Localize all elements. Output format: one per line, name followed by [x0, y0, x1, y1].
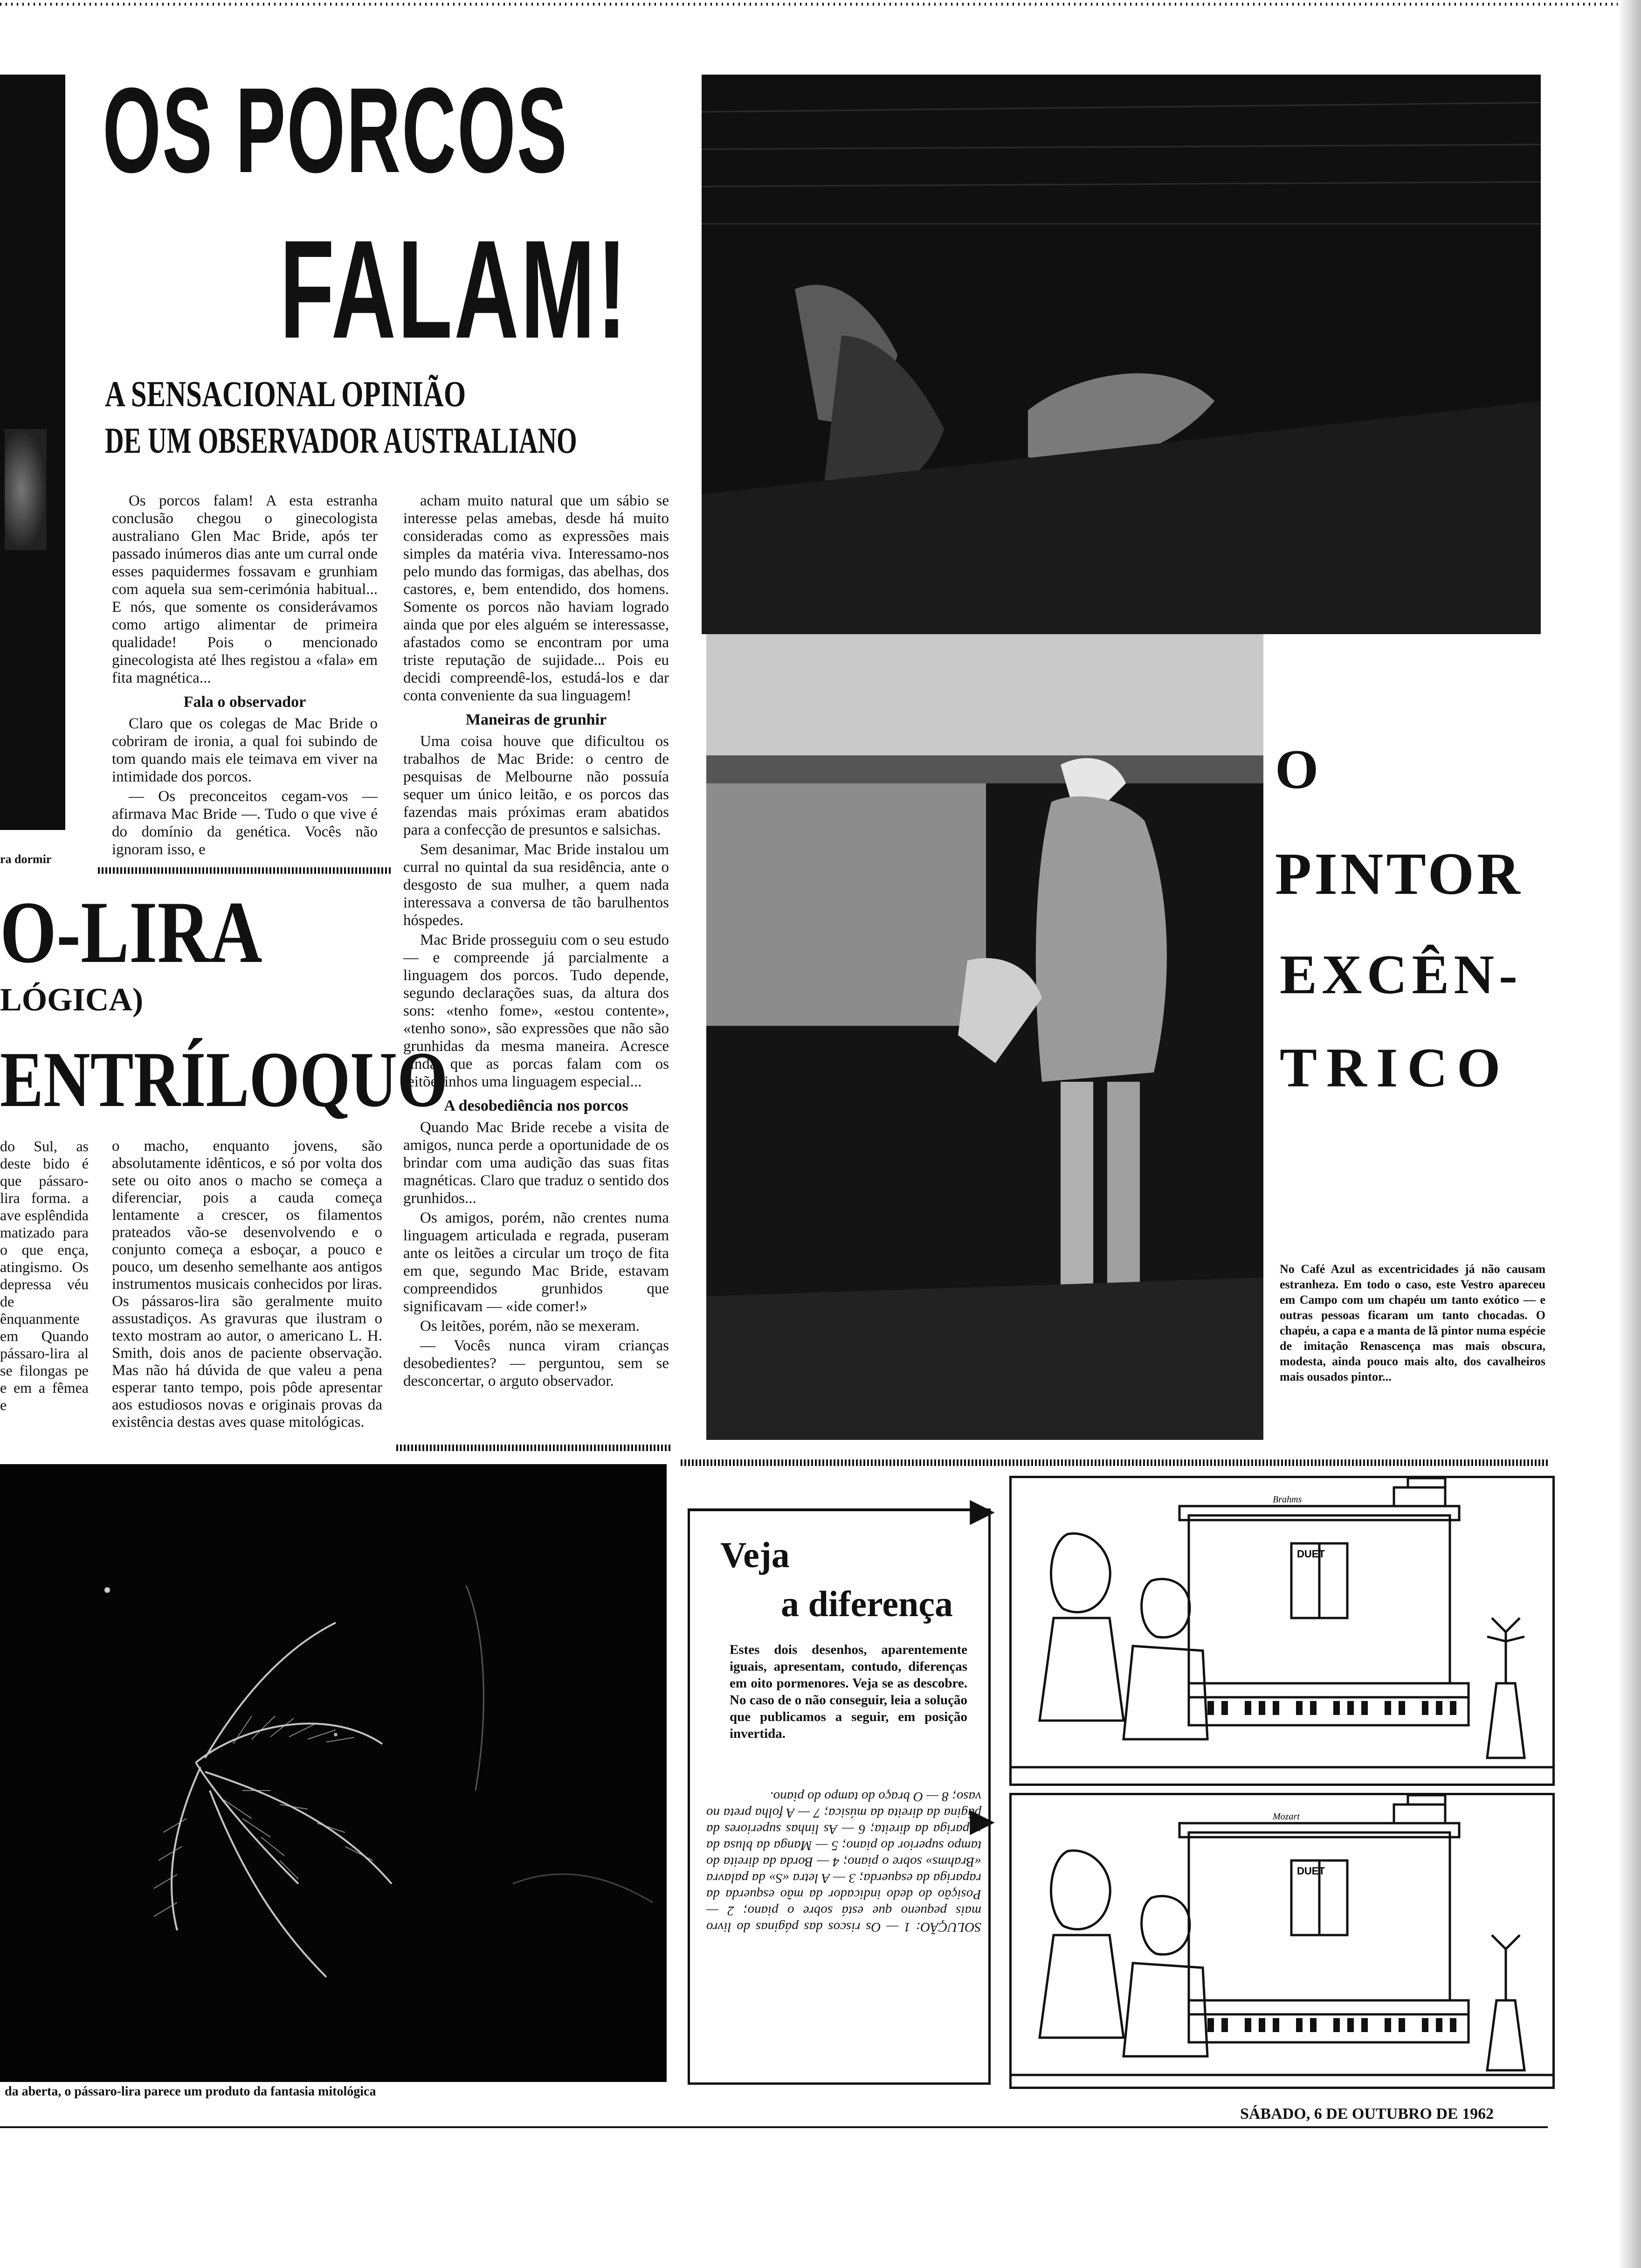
pigs-title-line2: FALAM!: [280, 211, 629, 367]
book-label: Mozart: [1273, 1812, 1300, 1822]
piano-drawing-1: [1012, 1478, 1552, 1784]
arrow-right-icon: ▶: [970, 1493, 995, 1528]
puzzle-title-line1: Veja: [720, 1535, 790, 1575]
lyrebird-photo-caption: da aberta, o pássaro-lira parece um produto da fantasia mitológica: [5, 2084, 376, 2099]
duet-label: DUET: [1297, 1548, 1325, 1560]
pigs-col2-paragraph: acham muito natural que um sábio se interesse pelas amebas, desde há muito consideradas como as expressões mais simples da matéria viva. Interessamo-nos pelo mundo das formigas, das abelhas, dos castores, e, bem entendido, dos homens. Somente os porcos não haviam logrado ainda que por eles alguém se interessasse, afastados como se encontram por uma triste reputação de sujidade... Pois eu decidi compreendê-los, estudá-los e dar conta conveniente da sua linguagem!: [403, 492, 669, 704]
pigs-col2-subheading: A desobediência nos porcos: [444, 1097, 628, 1114]
lyrebird-column-1: do Sul, as deste bido é que pássaro-lira forma. a ave esplêndida matizado para o que ença, atingismo. Os depressa véu de ênquanmente em Quando pássaro-lira al se filongas pe e em a fêmea e: [0, 1138, 89, 1413]
pigs-top-photo-art: [702, 75, 1541, 634]
book-label: Brahms: [1273, 1494, 1302, 1505]
pigs-column-2: [403, 492, 669, 1392]
puzzle-solution: SOLUÇÃO: 1 — Os riscos das páginas do livro mais pequeno que está sobre o piano; 2 — Posição do dedo indicador da mão esquerda da rapariga da esquerda; 3 — A letra «S» da palavra «Brahms» sobre o piano; 4 — Borda da direita do tampo superior do piano; 5 — Manga da blusa da rapariga da direita; 6 — As linhas superiores da página da direita da música; 7 — A folha preta no vaso; 8 — O braço do tampo do piano.: [706, 1789, 981, 1935]
duet-label: DUET: [1297, 1865, 1325, 1877]
painter-title-word2: PINTOR: [1275, 841, 1523, 907]
arrow-right-icon: ▶: [970, 1803, 995, 1839]
painter-title-word3: EXCÊN-: [1280, 943, 1523, 1005]
puzzle-drawing-2: [1009, 1793, 1555, 2089]
footer-date: SÁBADO, 6 DE OUTUBRO DE 1962: [1240, 2105, 1494, 2123]
section-divider: [98, 867, 392, 874]
painter-photo: [706, 634, 1263, 1440]
puzzle-drawing-1: [1009, 1476, 1555, 1786]
painter-title-word4: TRICO: [1280, 1037, 1510, 1099]
pigs-col2-paragraph: Quando Mac Bride recebe a visita de amigos, nunca perde a oportunidade de os brindar com uma audição das suas fitas magnéticas. Claro que traduz o sentido dos grunhidos...: [403, 1119, 669, 1207]
pigs-col2-paragraph: Os amigos, porém, não crentes numa linguagem articulada e regrada, puseram ante os leitões a circular um troço de fita em que, segundo Mac Bride, estavam compreendidos grunhidos que significavam — «ide comer!»: [403, 1210, 669, 1315]
pigs-col2-paragraph: Mac Bride prosseguiu com o seu estudo — e compreende já parcialmente a linguagem dos porcos. Tudo depende, segundo declarações suas, da altura dos sons: «tenho fome», «estou contente», «tenho sono», são expressões que não são grunhidas da mesma maneira. Acresce ainda que as porcas falam com os leitõezinhos uma linguagem especial...: [403, 932, 669, 1090]
pigs-col1-paragraph: Os porcos falam! A esta estranha conclusão chegou o ginecologista australiano Glen Mac Bride, após ter passado inúmeros dias ante um curral onde esses paquidermes fossavam e grunhiam com aquela sua sem-cerimónia habitual... E nós, que somente os considerávamos como artigo alimentar de primeira qualidade! Pois o mencionado ginecologista até lhes registou a «fala» em fita magnética...: [112, 492, 378, 686]
pigs-col1-subheading: Fala o observador: [183, 693, 306, 711]
pigs-col1-paragraph: Claro que os colegas de Mac Bride o cobriram de ironia, a qual foi subindo de tom quando mais ele teimava em viver na intimidade dos porcos.: [112, 715, 378, 785]
section-divider: [396, 1445, 671, 1451]
left-photo-strip: [0, 75, 65, 830]
puzzle-title-line2: a diferença: [781, 1583, 953, 1624]
lyrebird-title-line1: O-LIRA: [0, 884, 262, 982]
lyrebird-photo-art: [0, 1464, 667, 2082]
top-edge-noise: [0, 3, 1641, 6]
pigs-subtitle-line1: A SENSACIONAL OPINIÃO: [105, 373, 466, 414]
lyrebird-title-line3: ENTRÍLOQUO: [0, 1036, 448, 1123]
puzzle-description: Estes dois desenhos, aparentemente iguais, apresentam, contudo, diferenças em oito pormenores. Veja se as descobre. No caso de o não conseguir, leia a solução que publicamos a seguir, em posição invertida.: [730, 1642, 967, 1741]
pigs-col2-paragraph: Uma coisa houve que dificultou os trabalhos de Mac Bride: o centro de pesquisas de Melbourne não possuía sequer um único leitão, e os porcos das fazendas mais próximas eram abatidos para a confecção de presuntos e salsichas.: [403, 733, 669, 838]
lyrebird-photo: [0, 1464, 667, 2082]
lyrebird-title-line2: LÓGICA): [0, 982, 144, 1018]
piano-drawing-2: [1012, 1795, 1552, 2087]
pigs-col2-subheading: Maneiras de grunhir: [465, 711, 607, 728]
pigs-column-1: [112, 492, 378, 860]
pigs-col2-paragraph: Os leitões, porém, não se mexeram.: [420, 1318, 640, 1335]
pigs-col1-paragraph: — Os preconceitos cegam-vos — afirmava Mac Bride —. Tudo o que vive é do domínio da genética. Vocês não ignoram isso, e: [112, 788, 378, 858]
painter-caption: No Café Azul as excentricidades já não causam estranheza. Em todo o caso, este Vestro apareceu em Campo com um chapéu um tanto exótico — e outras pessoas ficaram um tanto chocadas. O chapéu, a capa e a manta de lã pintor numa espécie de imitação Renascença mas mais obscura, modesta, ainda pouco mais alto, dos cavalheiros mais ousados pintor...: [1280, 1262, 1545, 1383]
scan-edge: [1618, 0, 1641, 2268]
pigs-top-photo: [702, 75, 1541, 634]
pigs-col2-paragraph: — Vocês nunca viram crianças desobedientes? — perguntou, sem se desconcertar, o arguto observador.: [403, 1337, 669, 1390]
lyrebird-caption-fragment: ra dormir: [0, 852, 52, 866]
lyrebird-column-2: o macho, enquanto jovens, são absolutamente idênticos, e só por volta dos sete ou oito anos o macho se começa a diferenciar, pois a cauda começa lentamente a crescer, os filamentos prateados vão-se desenvolvendo e o conjunto começa a esboçar, a pouco e pouco, um desenho semelhante aos antigos instrumentos musicais conhecidos por liras. Os pássaros-lira são geralmente muito assustadiços. As gravuras que ilustram o texto mostram ao autor, o americano L. H. Smith, dois anos de paciente observação. Mas não há dúvida de que valeu a pena esperar tanto tempo, pois pôde apresentar aos estudiosos novas e originais provas da existência destas aves quase mitológicas.: [112, 1138, 382, 1431]
section-divider: [681, 1459, 1548, 1466]
pigs-col2-paragraph: Sem desanimar, Mac Bride instalou um curral no quintal da sua residência, ante o desgosto de sua mulher, a quem nada interessava a conversa de tão barulhentos hóspedes.: [403, 841, 669, 929]
footer-rule: [0, 2126, 1548, 2128]
painter-photo-art: [706, 634, 1263, 1440]
pigs-title-line1: OS PORCOS: [103, 63, 568, 198]
painter-title-word1: O: [1275, 738, 1324, 800]
pigs-subtitle-line2: DE UM OBSERVADOR AUSTRALIANO: [105, 420, 577, 461]
